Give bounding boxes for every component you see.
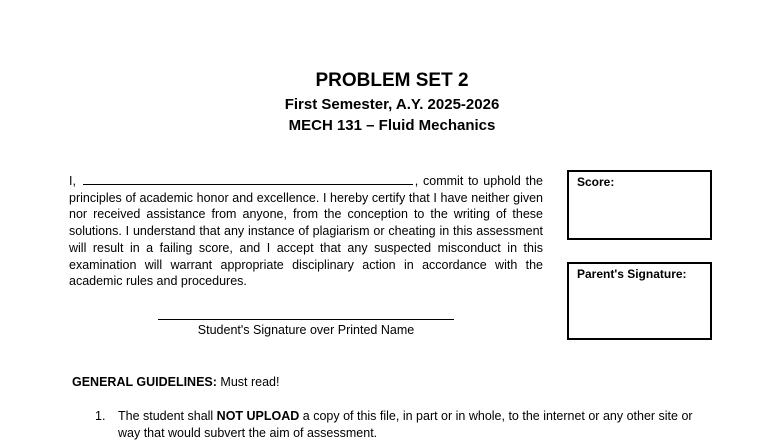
guideline-text xyxy=(118,408,718,442)
score-label: Score: xyxy=(577,175,615,189)
guidelines-title: GENERAL GUIDELINES: xyxy=(72,375,217,389)
parent-signature-label: Parent's Signature: xyxy=(577,267,687,281)
guidelines-heading xyxy=(72,375,279,389)
guideline-emphasis: NOT UPLOAD xyxy=(216,409,300,423)
student-signature-line xyxy=(158,319,454,320)
course-subtitle: MECH 131 – Fluid Mechanics xyxy=(288,117,496,134)
guideline-text-pre: The student shall xyxy=(118,409,217,423)
student-signature-label: Student's Signature over Printed Name xyxy=(197,323,415,337)
semester-subtitle: First Semester, A.Y. 2025-2026 xyxy=(284,96,500,113)
parent-signature-box xyxy=(567,262,712,340)
guideline-text-post: a copy of this file, in part or in whole, to the internet or any other site or way that would subvert the aim of assessment. xyxy=(118,409,693,440)
certification-text: , commit to uphold the principles of academic honor and excellence. I hereby certify that I have neither given nor received assistance from anyone, from the conception to the writing of these solutions. I understand that any instance of plagiarism or cheating in this assessment will result in a failing score, and I accept that any suspected misconduct in this examination will warrant appropriate disciplinary action in accordance with the academic rules and procedures. xyxy=(69,174,543,289)
name-blank-line xyxy=(83,174,413,185)
score-box xyxy=(567,170,712,240)
guideline-number: 1. xyxy=(95,409,106,423)
honor-certification xyxy=(69,173,543,290)
document-title: PROBLEM SET 2 xyxy=(315,70,469,91)
guidelines-note: Must read! xyxy=(220,375,280,389)
certification-prefix: I, xyxy=(69,174,76,188)
